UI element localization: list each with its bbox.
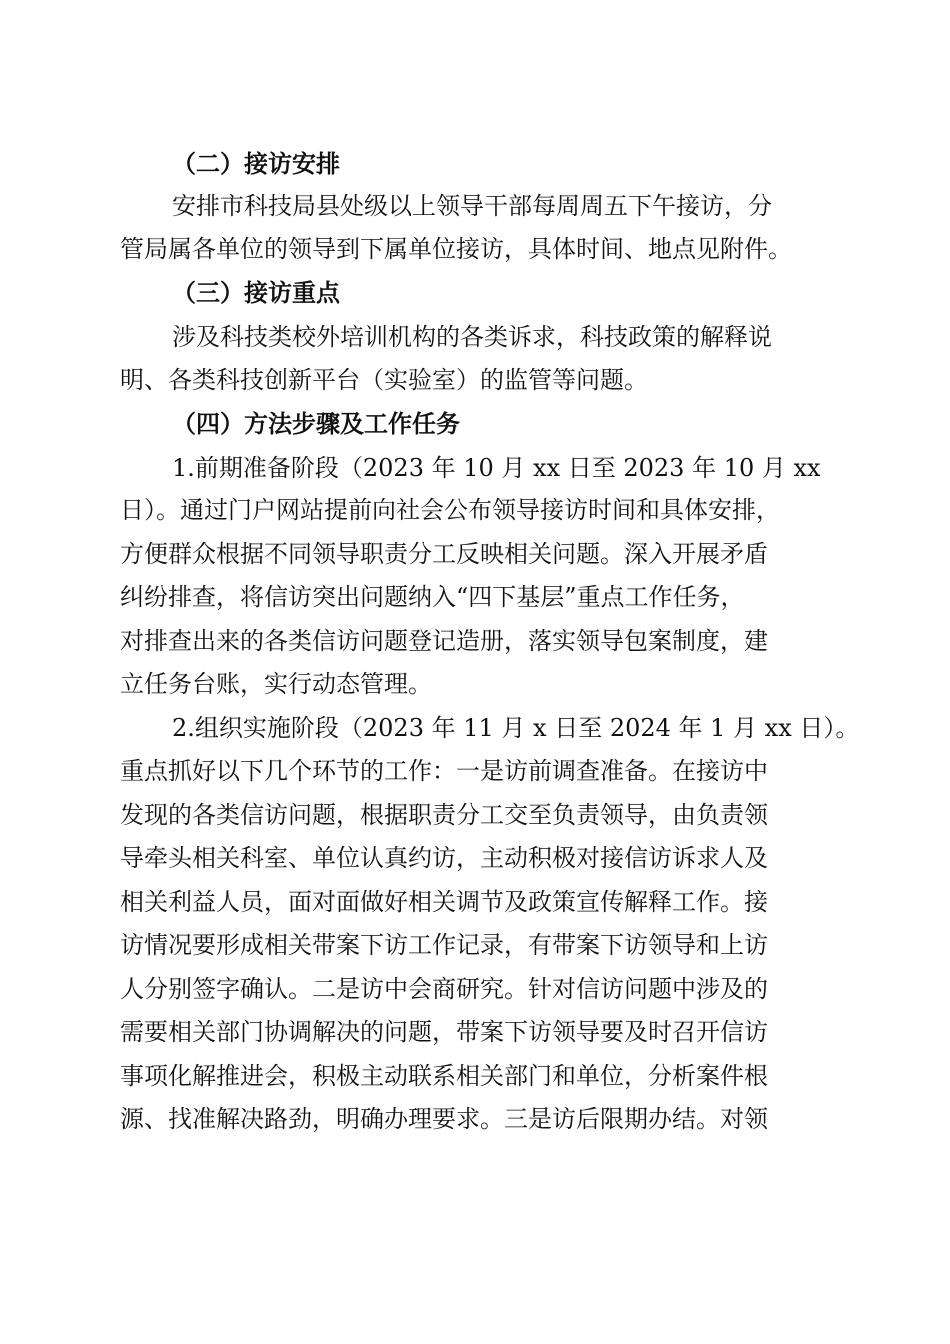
- paragraph-line: 立任务台账，实行动态管理。: [120, 670, 432, 698]
- section-heading: （二）接访安排: [172, 149, 340, 178]
- paragraph-line: 安排市科技局县处级以上领导干部每周周五下午接访，分: [172, 192, 772, 220]
- section-heading: （四）方法步骤及工作任务: [172, 409, 460, 438]
- paragraph-line: 2.组织实施阶段（2023 年 11 月 x 日至 2024 年 1 月 xx 日）。: [172, 714, 860, 742]
- paragraph-line: 重点抓好以下几个环节的工作：一是访前调查准备。在接访中: [120, 757, 768, 785]
- paragraph-line: 纠纷排查，将信访突出问题纳入“四下基层”重点工作任务，: [120, 583, 745, 611]
- paragraph-line: 相关利益人员，面对面做好相关调节及政策宣传解释工作。接: [120, 888, 768, 916]
- paragraph-line: 导牵头相关科室、单位认真约访，主动积极对接信访诉求人及: [120, 844, 768, 872]
- paragraph-line: 发现的各类信访问题，根据职责分工交至负责领导，由负责领: [120, 801, 768, 829]
- paragraph-line: 管局属各单位的领导到下属单位接访，具体时间、地点见附件。: [120, 235, 792, 263]
- paragraph-line: 事项化解推进会，积极主动联系相关部门和单位，分析案件根: [120, 1062, 768, 1090]
- paragraph-line: 明、各类科技创新平台（实验室）的监管等问题。: [120, 366, 648, 394]
- paragraph-line: 方便群众根据不同领导职责分工反映相关问题。深入开展矛盾: [120, 540, 768, 568]
- paragraph-line: 源、找准解决路劲，明确办理要求。三是访后限期办结。对领: [120, 1105, 768, 1133]
- paragraph-line: 需要相关部门协调解决的问题，带案下访领导要及时召开信访: [120, 1018, 768, 1046]
- paragraph-line: 人分别签字确认。二是访中会商研究。针对信访问题中涉及的: [120, 975, 768, 1003]
- paragraph-line: 日）。通过门户网站提前向社会公布领导接访时间和具体安排，: [120, 496, 780, 524]
- paragraph-line: 访情况要形成相关带案下访工作记录，有带案下访领导和上访: [120, 931, 768, 959]
- paragraph-line: 涉及科技类校外培训机构的各类诉求，科技政策的解释说: [172, 323, 772, 351]
- paragraph-line: 1.前期准备阶段（2023 年 10 月 xx 日至 2023 年 10 月 xx: [172, 454, 821, 482]
- paragraph-line: 对排查出来的各类信访问题登记造册，落实领导包案制度，建: [120, 627, 768, 655]
- section-heading: （三）接访重点: [172, 278, 340, 307]
